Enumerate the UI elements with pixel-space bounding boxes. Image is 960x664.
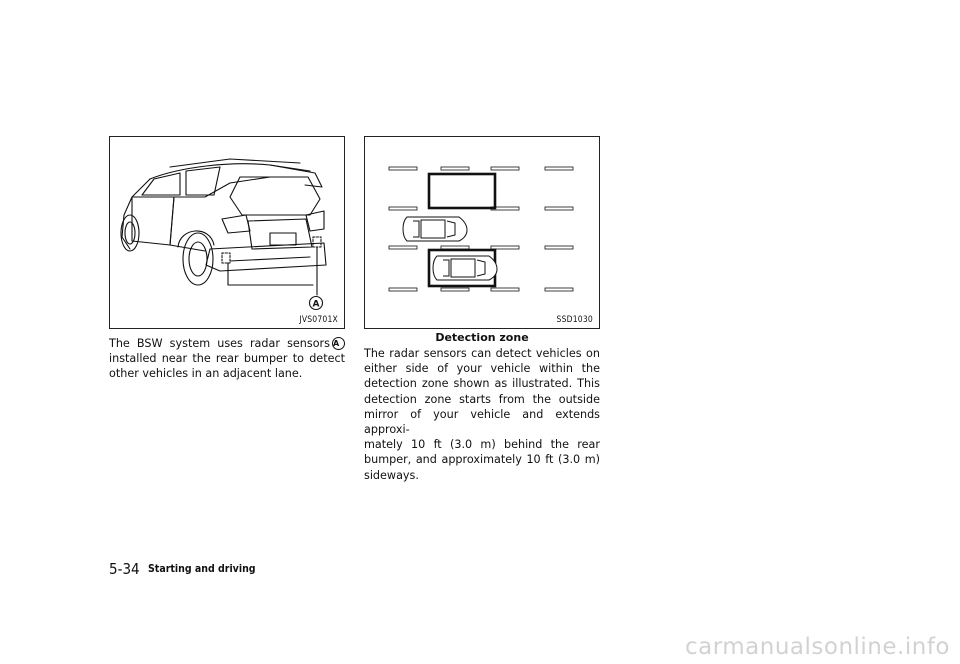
text-line: mately 10 ft (3.0 m) behind the rear <box>364 438 600 452</box>
text-line: installed near the rear bumper to detect <box>109 352 345 366</box>
lane-marker <box>389 288 417 291</box>
lane-marker <box>545 207 573 210</box>
own-vehicle <box>433 256 497 280</box>
detection-zone-upper <box>429 174 495 208</box>
paragraph-bsw-sensors <box>109 336 345 382</box>
lane-marker <box>441 167 469 170</box>
lane-marker <box>545 167 573 170</box>
lane-marker <box>441 288 469 291</box>
figure-code: JVS0701X <box>299 315 338 325</box>
lane-marker <box>545 288 573 291</box>
watermark: carmanualsonline.info <box>684 634 950 660</box>
paragraph-detection-zone <box>364 346 600 483</box>
figure-detection-zone <box>364 136 600 329</box>
suv-rear-illustration <box>110 137 344 328</box>
lane-marker <box>545 246 573 249</box>
text-line: sideways. <box>364 468 419 482</box>
figure-caption: Detection zone <box>435 331 529 344</box>
lane-marker <box>441 246 469 249</box>
text-line: other vehicles in an adjacent lane. <box>109 367 303 381</box>
text-line: detection zone starts from the outside <box>364 392 600 406</box>
figure-code: SSD1030 <box>556 315 593 325</box>
text-line: either side of your vehicle within the <box>364 362 600 376</box>
text-line-content: The BSW system uses radar sensors <box>109 337 330 350</box>
lane-marker <box>491 246 519 249</box>
adjacent-vehicle <box>403 217 467 241</box>
lane-marker <box>491 288 519 291</box>
lane-marker <box>389 246 417 249</box>
detection-zone-diagram <box>365 137 599 328</box>
callout-a-label: A <box>312 299 320 310</box>
page-number: 5-34 <box>109 560 140 578</box>
text-line: bumper, and approximately 10 ft (3.0 m) <box>364 453 600 467</box>
text-line <box>109 336 345 351</box>
text-line: The radar sensors can detect vehicles on <box>364 347 600 360</box>
lane-marker <box>491 167 519 170</box>
lane-marker <box>389 167 417 170</box>
lane-marker <box>389 207 417 210</box>
text-line: mirror of your vehicle and extends approxi- <box>364 407 600 437</box>
text-line: detection zone shown as illustrated. This <box>364 377 600 391</box>
callout-a-marker: A <box>332 337 345 350</box>
section-title: Starting and driving <box>148 563 256 575</box>
figure-radar-sensor-location <box>109 136 345 329</box>
